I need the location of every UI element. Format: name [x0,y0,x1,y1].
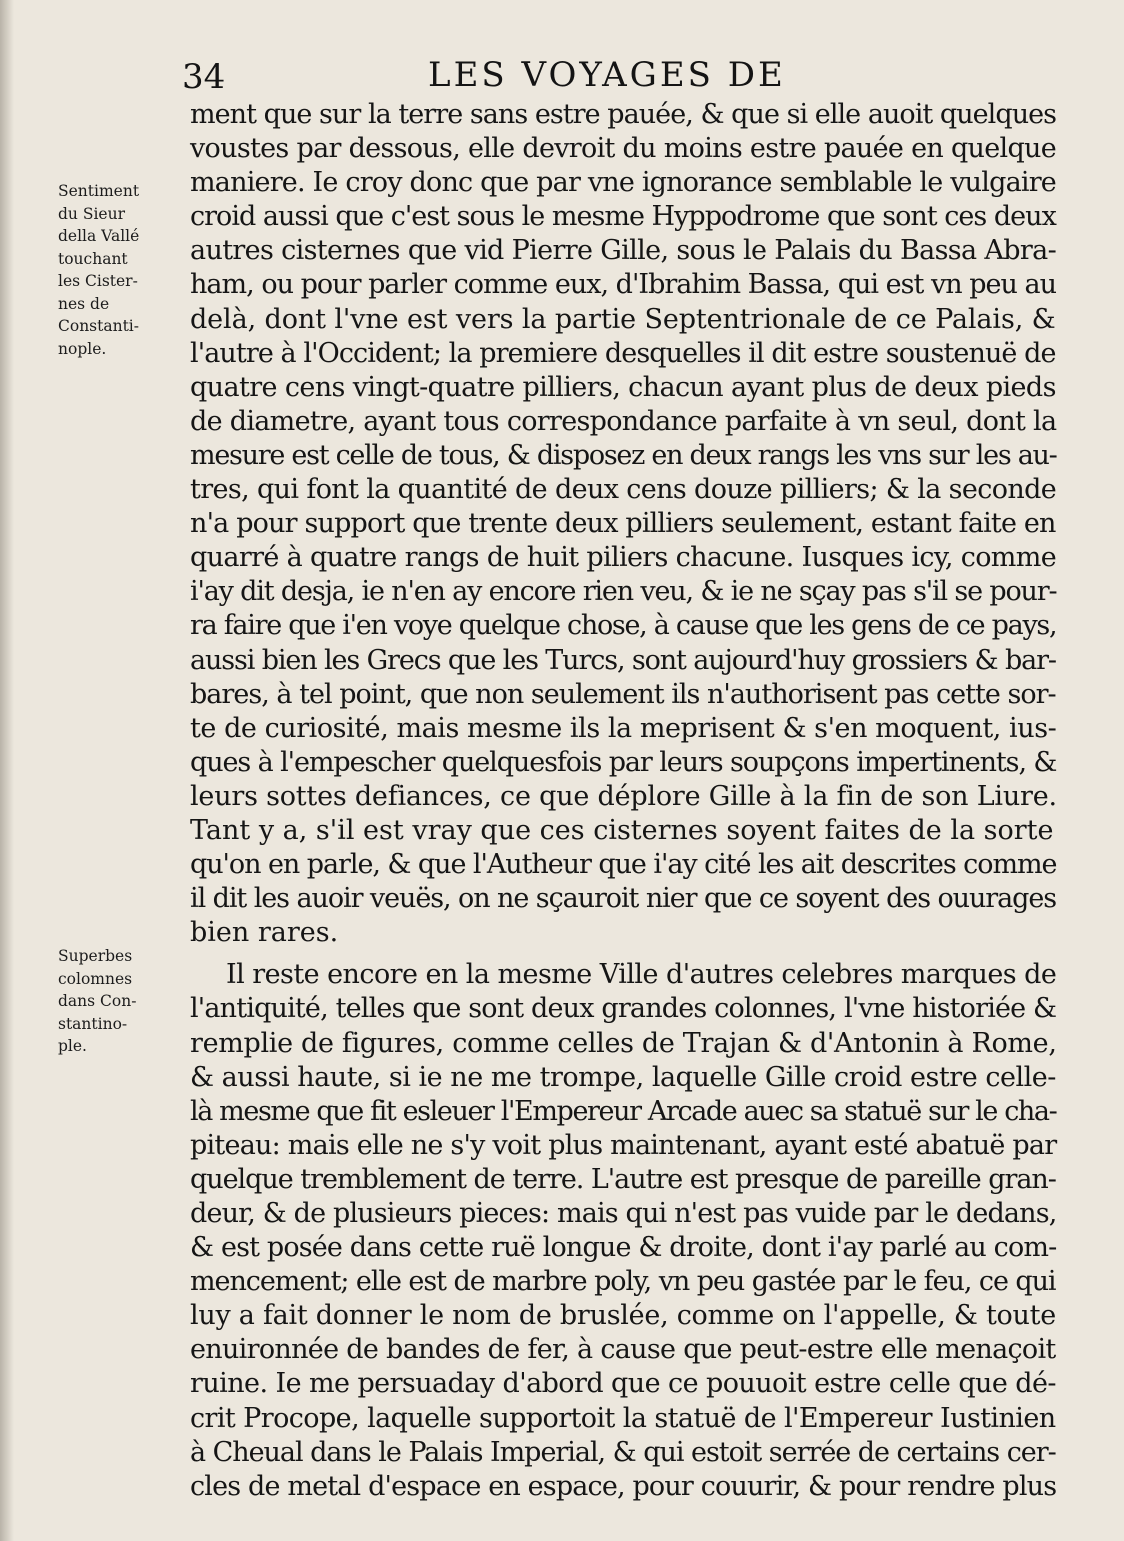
page-number: 34 [182,57,226,97]
margin-note-line: nes de [58,294,110,313]
margin-note-line: touchant [58,249,128,268]
text-line: ham, ou pour parler comme eux, d'Ibrahim Bassa, qui est vn peu au [190,269,1057,301]
text-line: quelque tremblement de terre. L'autre est presque de pareille gran- [190,1163,1056,1195]
text-line: Il reste encore en la mesme Ville d'autres celebres marques de [226,959,1057,991]
margin-note-line: ple. [58,1037,87,1055]
text-line: mesure est celle de tous, & disposez en deux rangs les vns sur les au- [190,439,1057,471]
text-line: voustes par dessous, elle devroit du moins estre pauée en quelque [190,133,1057,165]
text-line: il dit les auoir veuës, on ne sçauroit nier que ce soyent des ouurages [190,883,1057,915]
text-line: enuironnée de bandes de fer, à cause que peut-estre elle menaçoit [190,1334,1056,1366]
text-line: là mesme que fit esleuer l'Empereur Arcade auec sa statuë sur le cha- [190,1095,1057,1127]
margin-note-line: della Vallé [58,227,140,245]
margin-note-columns [58,945,178,1058]
margin-note-line: colomnes [58,969,133,988]
text-line: te de curiosité, mais mesme ils la meprisent & s'en moquent, ius- [190,712,1057,744]
margin-note-line: les Cister- [58,272,138,290]
text-line: croid aussi que c'est sous le mesme Hyppodrome que sont ces deux [190,201,1056,233]
text-line: piteau: mais elle ne s'y voit plus maintenant, ayant esté abatuë par [190,1129,1057,1161]
text-line: aussi bien les Grecs que les Turcs, sont aujourd'huy grossiers & bar- [190,644,1056,676]
text-line: bien rares. [190,917,339,949]
margin-note-line: Superbes [58,947,133,965]
paragraph-2 [190,958,1060,1504]
text-line: & aussi haute, si ie ne me trompe, laquelle Gille croid estre celle- [190,1061,1056,1093]
text-line: Tant y a, s'il est vray que ces cisternes soyent faites de la sorte [190,814,1054,846]
text-line: autres cisternes que vid Pierre Gille, sous le Palais du Bassa Abra- [190,235,1057,267]
paragraph-1 [190,98,1060,950]
margin-note-line: Constanti- [58,317,140,335]
margin-note-cisterns [58,180,178,360]
margin-note-line: Sentiment [58,182,140,200]
text-line: remplie de figures, comme celles de Trajan & d'Antonin à Rome, [190,1027,1057,1059]
text-line: ra faire que i'en voye quelque chose, à cause que les gens de ce pays, [190,610,1057,642]
text-line: deur, & de plusieurs pieces: mais qui n'est pas vuide par le dedans, [190,1198,1057,1229]
page-edge-shadow [0,0,14,1541]
text-line: & est posée dans cette ruë longue & droite, dont i'ay parlé au com- [190,1232,1057,1264]
text-line: quatre cens vingt-quatre pilliers, chacun ayant plus de deux pieds [190,371,1056,403]
margin-note-line: du Sieur [58,204,125,223]
text-line: bares, à tel point, que non seulement ils n'authorisent pas cette sor- [190,678,1056,710]
margin-note-line: nople. [58,339,107,358]
text-line: ruine. Ie me persuaday d'abord que ce pouuoit estre celle que dé- [190,1368,1056,1400]
text-line: l'antiquité, telles que sont deux grandes colonnes, l'vne historiée & [190,993,1057,1025]
margin-note-line: stantino- [58,1014,128,1033]
text-line: i'ay dit desja, ie n'en ay encore rien veu, & ie ne sçay pas s'il se pour- [190,576,1057,608]
margin-note-line: dans Con- [58,992,137,1010]
text-line: leurs sottes defiances, ce que déplore Gille à la fin de son Liure. [190,780,1057,812]
text-line: n'a pour support que trente deux pilliers seulement, estant faite en [190,508,1056,540]
text-line: luy a fait donner le nom de bruslée, comme on l'appelle, & toute [190,1300,1056,1332]
text-line: delà, dont l'vne est vers la partie Septentrionale de ce Palais, & [190,303,1056,335]
text-line: quarré à quatre rangs de huit piliers chacune. Iusques icy, comme [190,542,1057,574]
text-line: mencement; elle est de marbre poly, vn peu gastée par le feu, ce qui [190,1266,1056,1298]
text-line: tres, qui font la quantité de deux cens douze pilliers; & la seconde [190,474,1057,506]
body-text [190,98,1060,1504]
text-line: cles de metal d'espace en espace, pour couurir, & pour rendre plus [190,1470,1057,1502]
text-line: maniere. Ie croy donc que par vne ignorance semblable le vulgaire [190,167,1056,199]
text-line: de diametre, ayant tous correspondance parfaite à vn seul, dont la [190,405,1057,437]
running-head: LES VOYAGES DE [428,55,786,95]
text-line: qu'on en parle, & que l'Autheur que i'ay cité les ait descrites comme [190,849,1057,881]
text-line: à Cheual dans le Palais Imperial, & qui estoit serrée de certains cer- [190,1436,1056,1468]
text-line: crit Procope, laquelle supportoit la statuë de l'Empereur Iustinien [190,1402,1056,1434]
text-line: l'autre à l'Occident; la premiere desquelles il dit estre soustenuë de [190,337,1056,369]
text-line: ques à l'empescher quelquesfois par leurs soupçons impertinents, & [190,746,1057,778]
text-line: ment que sur la terre sans estre pauée, & que si elle auoit quelques [190,99,1057,130]
